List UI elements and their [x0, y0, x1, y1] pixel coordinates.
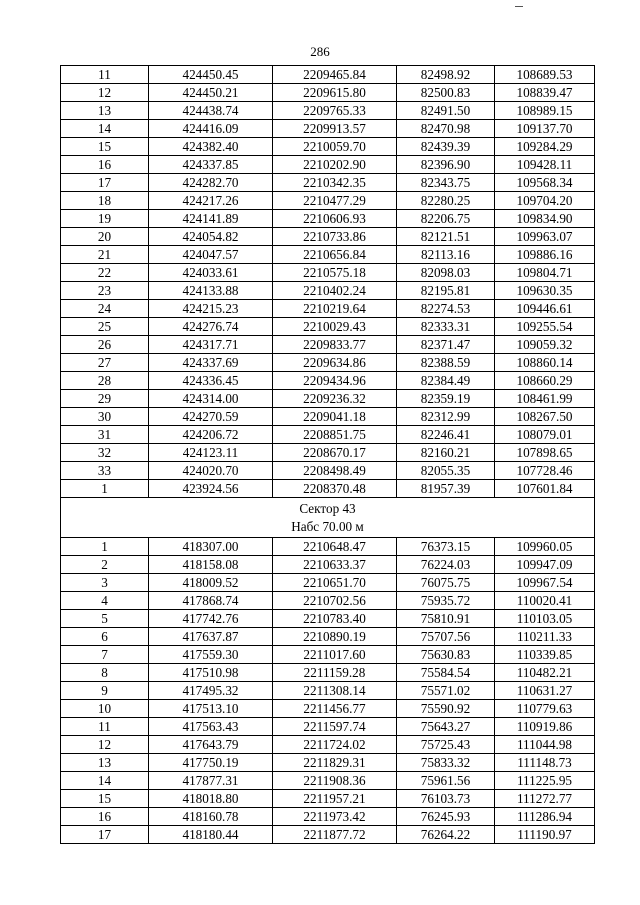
local-x-cell: 75571.02: [397, 682, 495, 700]
x-coordinate-cell: 417637.87: [149, 628, 273, 646]
page-number: 286: [310, 44, 330, 59]
local-x-cell: 75810.91: [397, 610, 495, 628]
local-y-cell: 108989.15: [495, 102, 595, 120]
table-row: [61, 700, 595, 718]
table-row: [61, 408, 595, 426]
table-row: [61, 754, 595, 772]
x-coordinate-cell: 424020.70: [149, 462, 273, 480]
x-coordinate-cell: 424047.57: [149, 246, 273, 264]
y-coordinate-cell: 2209434.96: [273, 372, 397, 390]
section-height: Набс 70.00 м: [291, 518, 364, 534]
x-coordinate-cell: 424054.82: [149, 228, 273, 246]
point-number-cell: 16: [61, 156, 149, 174]
x-coordinate-cell: 423924.56: [149, 480, 273, 498]
local-y-cell: 110211.33: [495, 628, 595, 646]
local-y-cell: 108267.50: [495, 408, 595, 426]
local-x-cell: 82121.51: [397, 228, 495, 246]
local-y-cell: 109284.29: [495, 138, 595, 156]
point-number-cell: 11: [61, 718, 149, 736]
x-coordinate-cell: 418009.52: [149, 574, 273, 592]
point-number-cell: 2: [61, 556, 149, 574]
table-row: [61, 120, 595, 138]
y-coordinate-cell: 2209634.86: [273, 354, 397, 372]
y-coordinate-cell: 2210219.64: [273, 300, 397, 318]
point-number-cell: 12: [61, 736, 149, 754]
point-number-cell: 14: [61, 772, 149, 790]
local-x-cell: 75961.56: [397, 772, 495, 790]
local-x-cell: 82333.31: [397, 318, 495, 336]
y-coordinate-cell: 2209041.18: [273, 408, 397, 426]
table-row: [61, 102, 595, 120]
local-y-cell: 109630.35: [495, 282, 595, 300]
y-coordinate-cell: 2210783.40: [273, 610, 397, 628]
x-coordinate-cell: 424282.70: [149, 174, 273, 192]
table-row: [61, 138, 595, 156]
local-x-cell: 76245.93: [397, 808, 495, 826]
x-coordinate-cell: 417877.31: [149, 772, 273, 790]
y-coordinate-cell: 2208851.75: [273, 426, 397, 444]
local-x-cell: 82384.49: [397, 372, 495, 390]
table-row: [61, 84, 595, 102]
x-coordinate-cell: 418160.78: [149, 808, 273, 826]
local-x-cell: 81957.39: [397, 480, 495, 498]
local-y-cell: 110103.05: [495, 610, 595, 628]
table-row: [61, 682, 595, 700]
point-number-cell: 18: [61, 192, 149, 210]
y-coordinate-cell: 2209913.57: [273, 120, 397, 138]
table-row: [61, 246, 595, 264]
local-y-cell: 109137.70: [495, 120, 595, 138]
y-coordinate-cell: 2210202.90: [273, 156, 397, 174]
y-coordinate-cell: 2211957.21: [273, 790, 397, 808]
local-x-cell: 82388.59: [397, 354, 495, 372]
local-x-cell: 76103.73: [397, 790, 495, 808]
point-number-cell: 11: [61, 66, 149, 84]
local-y-cell: 108461.99: [495, 390, 595, 408]
point-number-cell: 21: [61, 246, 149, 264]
y-coordinate-cell: 2209615.80: [273, 84, 397, 102]
x-coordinate-cell: 424206.72: [149, 426, 273, 444]
point-number-cell: 27: [61, 354, 149, 372]
y-coordinate-cell: 2210575.18: [273, 264, 397, 282]
local-x-cell: 75590.92: [397, 700, 495, 718]
local-x-cell: 75643.27: [397, 718, 495, 736]
x-coordinate-cell: 417495.32: [149, 682, 273, 700]
local-x-cell: 82371.47: [397, 336, 495, 354]
x-coordinate-cell: 418180.44: [149, 826, 273, 844]
y-coordinate-cell: 2210633.37: [273, 556, 397, 574]
local-y-cell: 109967.54: [495, 574, 595, 592]
x-coordinate-cell: 417563.43: [149, 718, 273, 736]
local-x-cell: 82280.25: [397, 192, 495, 210]
table-row: [61, 826, 595, 844]
point-number-cell: 14: [61, 120, 149, 138]
x-coordinate-cell: 424314.00: [149, 390, 273, 408]
x-coordinate-cell: 417513.10: [149, 700, 273, 718]
y-coordinate-cell: 2211017.60: [273, 646, 397, 664]
local-x-cell: 76264.22: [397, 826, 495, 844]
table-row: [61, 228, 595, 246]
y-coordinate-cell: 2208670.17: [273, 444, 397, 462]
local-x-cell: 82396.90: [397, 156, 495, 174]
table-row: [61, 354, 595, 372]
local-x-cell: 82055.35: [397, 462, 495, 480]
point-number-cell: 20: [61, 228, 149, 246]
local-x-cell: 82359.19: [397, 390, 495, 408]
table-row: [61, 664, 595, 682]
table-row: [61, 628, 595, 646]
local-y-cell: 111044.98: [495, 736, 595, 754]
point-number-cell: 5: [61, 610, 149, 628]
local-y-cell: 110779.63: [495, 700, 595, 718]
x-coordinate-cell: 417510.98: [149, 664, 273, 682]
x-coordinate-cell: 424270.59: [149, 408, 273, 426]
table-row: [61, 264, 595, 282]
point-number-cell: 10: [61, 700, 149, 718]
local-y-cell: 109568.34: [495, 174, 595, 192]
y-coordinate-cell: 2211456.77: [273, 700, 397, 718]
y-coordinate-cell: 2210059.70: [273, 138, 397, 156]
local-x-cell: 82312.99: [397, 408, 495, 426]
local-y-cell: 109947.09: [495, 556, 595, 574]
y-coordinate-cell: 2211829.31: [273, 754, 397, 772]
local-y-cell: 109255.54: [495, 318, 595, 336]
x-coordinate-cell: 417643.79: [149, 736, 273, 754]
x-coordinate-cell: 424141.89: [149, 210, 273, 228]
local-x-cell: 82113.16: [397, 246, 495, 264]
table-row: [61, 192, 595, 210]
local-y-cell: 109886.16: [495, 246, 595, 264]
local-y-cell: 111286.94: [495, 808, 595, 826]
y-coordinate-cell: 2208370.48: [273, 480, 397, 498]
table-body-bottom: [61, 538, 595, 844]
local-y-cell: 110631.27: [495, 682, 595, 700]
x-coordinate-cell: 424133.88: [149, 282, 273, 300]
local-x-cell: 76373.15: [397, 538, 495, 556]
y-coordinate-cell: 2211908.36: [273, 772, 397, 790]
point-number-cell: 25: [61, 318, 149, 336]
local-y-cell: 111190.97: [495, 826, 595, 844]
local-x-cell: 75935.72: [397, 592, 495, 610]
x-coordinate-cell: 424336.45: [149, 372, 273, 390]
x-coordinate-cell: 424215.23: [149, 300, 273, 318]
local-y-cell: 107728.46: [495, 462, 595, 480]
table-row: [61, 318, 595, 336]
local-x-cell: 82160.21: [397, 444, 495, 462]
point-number-cell: 32: [61, 444, 149, 462]
table-body-top: [61, 66, 595, 498]
local-x-cell: 82470.98: [397, 120, 495, 138]
point-number-cell: 24: [61, 300, 149, 318]
point-number-cell: 17: [61, 826, 149, 844]
local-y-cell: 110919.86: [495, 718, 595, 736]
x-coordinate-cell: 424450.45: [149, 66, 273, 84]
y-coordinate-cell: 2210606.93: [273, 210, 397, 228]
table-row: [61, 336, 595, 354]
point-number-cell: 19: [61, 210, 149, 228]
y-coordinate-cell: 2211159.28: [273, 664, 397, 682]
coordinates-table: [60, 65, 595, 844]
y-coordinate-cell: 2209765.33: [273, 102, 397, 120]
table-row: [61, 300, 595, 318]
x-coordinate-cell: 424416.09: [149, 120, 273, 138]
local-y-cell: 108689.53: [495, 66, 595, 84]
y-coordinate-cell: 2210342.35: [273, 174, 397, 192]
local-x-cell: 75707.56: [397, 628, 495, 646]
x-coordinate-cell: 418018.80: [149, 790, 273, 808]
x-coordinate-cell: 424438.74: [149, 102, 273, 120]
local-y-cell: 110339.85: [495, 646, 595, 664]
table-row: [61, 174, 595, 192]
table-row: [61, 772, 595, 790]
section-header-cell: [61, 498, 595, 538]
local-y-cell: 109428.11: [495, 156, 595, 174]
point-number-cell: 15: [61, 138, 149, 156]
local-y-cell: 108839.47: [495, 84, 595, 102]
local-y-cell: 107898.65: [495, 444, 595, 462]
table-row: [61, 736, 595, 754]
point-number-cell: 26: [61, 336, 149, 354]
table-row: [61, 66, 595, 84]
point-number-cell: 15: [61, 790, 149, 808]
local-y-cell: 111225.95: [495, 772, 595, 790]
point-number-cell: 16: [61, 808, 149, 826]
y-coordinate-cell: 2208498.49: [273, 462, 397, 480]
local-x-cell: 75584.54: [397, 664, 495, 682]
local-y-cell: 110020.41: [495, 592, 595, 610]
local-y-cell: 110482.21: [495, 664, 595, 682]
point-number-cell: 1: [61, 538, 149, 556]
x-coordinate-cell: 424337.69: [149, 354, 273, 372]
table-row: [61, 808, 595, 826]
x-coordinate-cell: 417742.76: [149, 610, 273, 628]
table-row: [61, 444, 595, 462]
local-x-cell: 82098.03: [397, 264, 495, 282]
point-number-cell: 12: [61, 84, 149, 102]
local-y-cell: 108860.14: [495, 354, 595, 372]
y-coordinate-cell: 2210402.24: [273, 282, 397, 300]
point-number-cell: 30: [61, 408, 149, 426]
x-coordinate-cell: 424217.26: [149, 192, 273, 210]
y-coordinate-cell: 2210651.70: [273, 574, 397, 592]
point-number-cell: 3: [61, 574, 149, 592]
x-coordinate-cell: 424337.85: [149, 156, 273, 174]
y-coordinate-cell: 2211877.72: [273, 826, 397, 844]
x-coordinate-cell: 417559.30: [149, 646, 273, 664]
y-coordinate-cell: 2210733.86: [273, 228, 397, 246]
table-row: [61, 282, 595, 300]
local-x-cell: 82439.39: [397, 138, 495, 156]
local-y-cell: 109059.32: [495, 336, 595, 354]
y-coordinate-cell: 2210029.43: [273, 318, 397, 336]
local-y-cell: 109704.20: [495, 192, 595, 210]
point-number-cell: 7: [61, 646, 149, 664]
table-row: [61, 556, 595, 574]
point-number-cell: 23: [61, 282, 149, 300]
local-y-cell: 109446.61: [495, 300, 595, 318]
section-header-row: [61, 498, 595, 538]
point-number-cell: 1: [61, 480, 149, 498]
local-x-cell: 76075.75: [397, 574, 495, 592]
table-row: [61, 646, 595, 664]
y-coordinate-cell: 2210477.29: [273, 192, 397, 210]
table-row: [61, 718, 595, 736]
table-row: [61, 462, 595, 480]
table-row: [61, 574, 595, 592]
local-x-cell: 82343.75: [397, 174, 495, 192]
local-x-cell: 82274.53: [397, 300, 495, 318]
local-y-cell: 111272.77: [495, 790, 595, 808]
scan-mark: [515, 6, 523, 7]
local-x-cell: 75630.83: [397, 646, 495, 664]
point-number-cell: 31: [61, 426, 149, 444]
point-number-cell: 17: [61, 174, 149, 192]
local-y-cell: 109804.71: [495, 264, 595, 282]
x-coordinate-cell: 424382.40: [149, 138, 273, 156]
x-coordinate-cell: 417868.74: [149, 592, 273, 610]
local-y-cell: 109960.05: [495, 538, 595, 556]
local-x-cell: 82498.92: [397, 66, 495, 84]
y-coordinate-cell: 2211973.42: [273, 808, 397, 826]
x-coordinate-cell: 424123.11: [149, 444, 273, 462]
point-number-cell: 28: [61, 372, 149, 390]
y-coordinate-cell: 2211597.74: [273, 718, 397, 736]
table-row: [61, 210, 595, 228]
section-header-body: [61, 498, 595, 538]
point-number-cell: 9: [61, 682, 149, 700]
y-coordinate-cell: 2209833.77: [273, 336, 397, 354]
table-row: [61, 592, 595, 610]
local-x-cell: 82206.75: [397, 210, 495, 228]
x-coordinate-cell: 418158.08: [149, 556, 273, 574]
table-row: [61, 480, 595, 498]
point-number-cell: 13: [61, 754, 149, 772]
x-coordinate-cell: 424033.61: [149, 264, 273, 282]
point-number-cell: 29: [61, 390, 149, 408]
point-number-cell: 22: [61, 264, 149, 282]
point-number-cell: 33: [61, 462, 149, 480]
local-x-cell: 76224.03: [397, 556, 495, 574]
x-coordinate-cell: 424276.74: [149, 318, 273, 336]
table-row: [61, 426, 595, 444]
local-x-cell: 82195.81: [397, 282, 495, 300]
point-number-cell: 13: [61, 102, 149, 120]
point-number-cell: 8: [61, 664, 149, 682]
table-row: [61, 610, 595, 628]
y-coordinate-cell: 2210890.19: [273, 628, 397, 646]
local-y-cell: 109963.07: [495, 228, 595, 246]
y-coordinate-cell: 2210702.56: [273, 592, 397, 610]
x-coordinate-cell: 424317.71: [149, 336, 273, 354]
point-number-cell: 4: [61, 592, 149, 610]
y-coordinate-cell: 2211724.02: [273, 736, 397, 754]
section-title: Сектор 43: [299, 500, 356, 516]
local-x-cell: 82500.83: [397, 84, 495, 102]
y-coordinate-cell: 2210656.84: [273, 246, 397, 264]
x-coordinate-cell: 418307.00: [149, 538, 273, 556]
local-y-cell: 108079.01: [495, 426, 595, 444]
local-x-cell: 75725.43: [397, 736, 495, 754]
local-y-cell: 109834.90: [495, 210, 595, 228]
y-coordinate-cell: 2210648.47: [273, 538, 397, 556]
table-row: [61, 538, 595, 556]
x-coordinate-cell: 417750.19: [149, 754, 273, 772]
local-y-cell: 107601.84: [495, 480, 595, 498]
y-coordinate-cell: 2211308.14: [273, 682, 397, 700]
local-y-cell: 111148.73: [495, 754, 595, 772]
table-row: [61, 372, 595, 390]
table-row: [61, 790, 595, 808]
table-row: [61, 390, 595, 408]
local-x-cell: 75833.32: [397, 754, 495, 772]
local-x-cell: 82246.41: [397, 426, 495, 444]
table-row: [61, 156, 595, 174]
y-coordinate-cell: 2209236.32: [273, 390, 397, 408]
x-coordinate-cell: 424450.21: [149, 84, 273, 102]
local-x-cell: 82491.50: [397, 102, 495, 120]
point-number-cell: 6: [61, 628, 149, 646]
local-y-cell: 108660.29: [495, 372, 595, 390]
y-coordinate-cell: 2209465.84: [273, 66, 397, 84]
